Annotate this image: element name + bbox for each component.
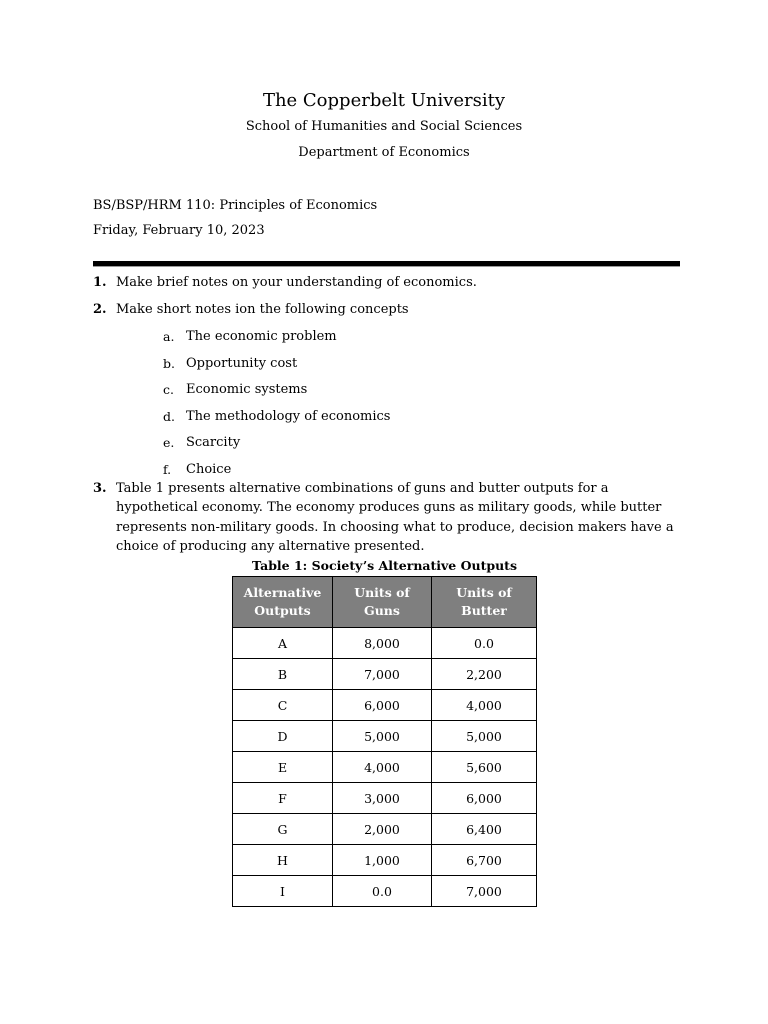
sub-item-f-letter: f. bbox=[163, 462, 172, 477]
question-1-number: 1. bbox=[93, 275, 107, 290]
table-header-row bbox=[233, 577, 537, 628]
sub-item-f-text: Choice bbox=[186, 462, 232, 477]
sub-item-d-letter: d. bbox=[163, 409, 175, 424]
table-cell: 5,000 bbox=[333, 721, 432, 752]
table-cell: B bbox=[233, 659, 333, 690]
table-row bbox=[233, 690, 537, 721]
table-row bbox=[233, 721, 537, 752]
table-row bbox=[233, 876, 537, 907]
table-cell: C bbox=[233, 690, 333, 721]
university-title: The Copperbelt University bbox=[262, 90, 506, 111]
alternative-outputs-table bbox=[232, 576, 537, 907]
column-header-alternative-outputs: Alternative Outputs bbox=[233, 577, 333, 628]
question-2-number: 2. bbox=[93, 302, 107, 317]
table-cell: F bbox=[233, 783, 333, 814]
table-cell: A bbox=[233, 628, 333, 659]
table-caption: Table 1: Society’s Alternative Outputs bbox=[251, 558, 517, 573]
sub-item-a-letter: a. bbox=[163, 329, 175, 344]
table-row bbox=[233, 814, 537, 845]
table-cell: 8,000 bbox=[333, 628, 432, 659]
table-cell: D bbox=[233, 721, 333, 752]
table-cell: 2,000 bbox=[333, 814, 432, 845]
department-name: Department of Economics bbox=[298, 145, 470, 160]
sub-item-c-letter: c. bbox=[163, 382, 174, 397]
question-3-number: 3. bbox=[93, 481, 107, 496]
table-cell: 4,000 bbox=[432, 690, 537, 721]
table-cell: 2,200 bbox=[432, 659, 537, 690]
table-cell: 5,000 bbox=[432, 721, 537, 752]
table-row bbox=[233, 845, 537, 876]
table-cell: 5,600 bbox=[432, 752, 537, 783]
sub-item-b-text: Opportunity cost bbox=[186, 356, 298, 371]
exam-date: Friday, February 10, 2023 bbox=[93, 223, 265, 238]
table-cell: 1,000 bbox=[333, 845, 432, 876]
sub-item-d-text: The methodology of economics bbox=[186, 409, 391, 424]
table-cell: 4,000 bbox=[333, 752, 432, 783]
question-2-text: Make short notes ion the following concepts bbox=[116, 302, 409, 317]
table-cell: 6,000 bbox=[432, 783, 537, 814]
table-cell: 7,000 bbox=[432, 876, 537, 907]
sub-item-e-text: Scarcity bbox=[186, 435, 241, 450]
sub-item-c-text: Economic systems bbox=[186, 382, 308, 397]
header-divider bbox=[93, 261, 680, 267]
question-1-text: Make brief notes on your understanding of economics. bbox=[116, 275, 477, 290]
table-row bbox=[233, 628, 537, 659]
table-cell: 6,400 bbox=[432, 814, 537, 845]
sub-item-a-text: The economic problem bbox=[186, 329, 337, 344]
table-row bbox=[233, 659, 537, 690]
table-cell: 7,000 bbox=[333, 659, 432, 690]
sub-item-e-letter: e. bbox=[163, 435, 175, 450]
table-cell: 0.0 bbox=[333, 876, 432, 907]
table-cell: 6,000 bbox=[333, 690, 432, 721]
table-cell: G bbox=[233, 814, 333, 845]
table-row bbox=[233, 783, 537, 814]
table-cell: 0.0 bbox=[432, 628, 537, 659]
table-row bbox=[233, 752, 537, 783]
course-code: BS/BSP/HRM 110: Principles of Economics bbox=[93, 198, 378, 213]
sub-item-b-letter: b. bbox=[163, 356, 175, 371]
question-3-text: Table 1 presents alternative combinations of guns and butter outputs for a hypothetical economy. The economy produces guns as military goods, while butter represents non-military goods. In choosing what to produce, decision makers have a choice of producing any alternative presented. bbox=[116, 481, 674, 554]
school-name: School of Humanities and Social Sciences bbox=[245, 119, 523, 134]
table-cell: I bbox=[233, 876, 333, 907]
table-cell: H bbox=[233, 845, 333, 876]
table-cell: E bbox=[233, 752, 333, 783]
table-cell: 6,700 bbox=[432, 845, 537, 876]
column-header-units-of-butter: Units of Butter bbox=[432, 577, 537, 628]
column-header-units-of-guns: Units of Guns bbox=[333, 577, 432, 628]
table-cell: 3,000 bbox=[333, 783, 432, 814]
